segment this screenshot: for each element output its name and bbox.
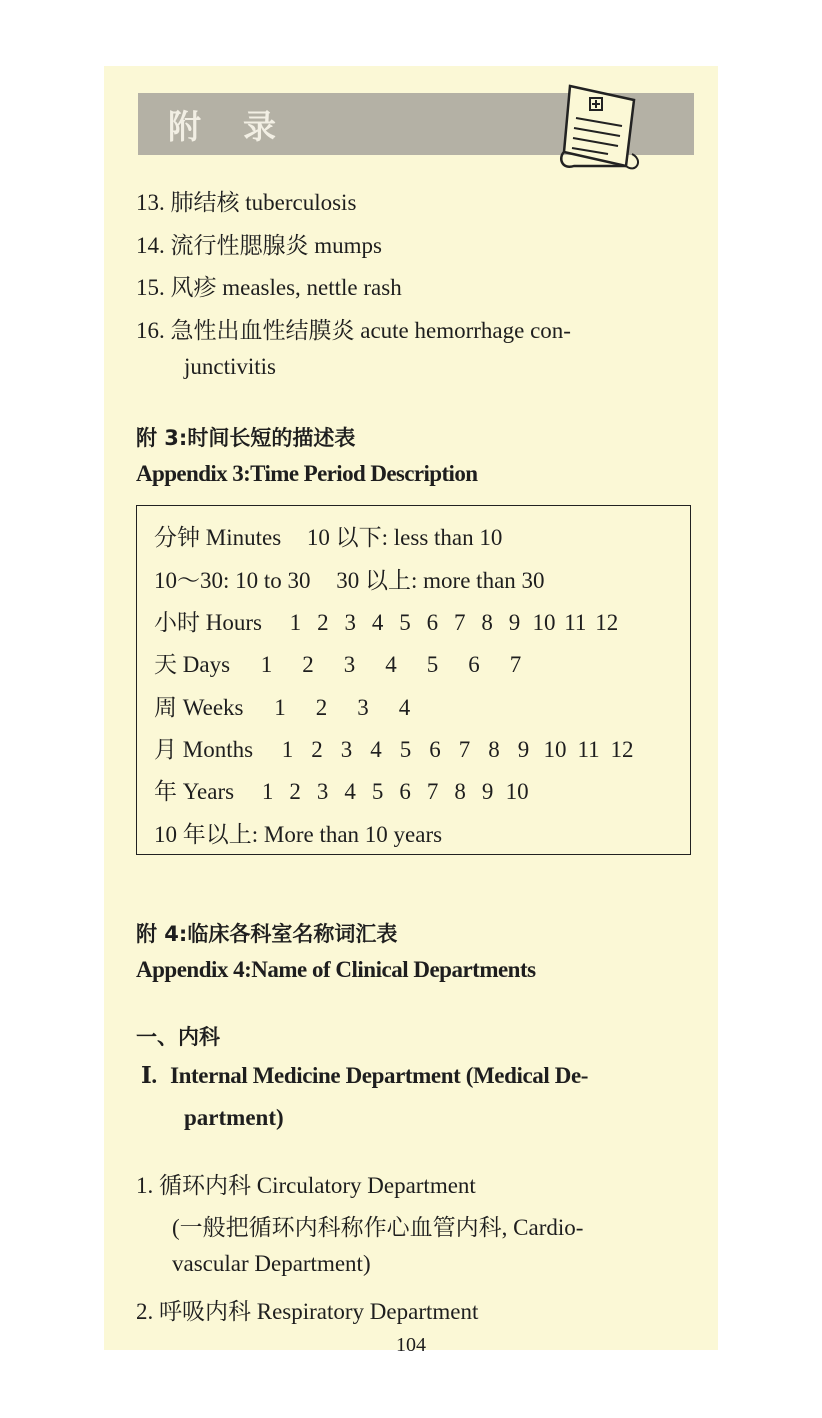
hours-values [282,610,623,635]
table-row-years-more: 10 年以上: More than 10 years [154,822,443,847]
table-row-days: 天 Days 1 2 3 4 5 6 7 [154,646,536,679]
appendix4-title-cn: 附 4:临床各科室名称词汇表 [136,922,398,946]
weeks-value: 4 [398,695,411,720]
years-value: 6 [399,779,411,804]
years-value: 10 [505,779,529,804]
years-values [254,779,533,804]
weeks-value: 2 [315,695,328,720]
hours-value: 8 [481,610,493,635]
hours-value: 2 [317,610,329,635]
months-value: 5 [399,737,412,762]
table-row-months: 月 Months 1 2 3 4 5 6 7 8 9 10 11 12 [154,731,639,764]
list-item: 14. 流行性腮腺炎 mumps [136,233,382,258]
months-value: 11 [577,737,600,762]
list-item: 13. 肺结核 tuberculosis [136,190,357,215]
months-value: 1 [281,737,294,762]
days-value: 5 [426,652,439,677]
list-item: 16. 急性出血性结膜炎 acute hemorrhage con- [136,318,571,343]
days-value: 1 [260,652,273,677]
days-value: 7 [509,652,522,677]
months-value: 2 [311,737,323,762]
days-value: 3 [343,652,356,677]
table-row-years: 年 Years 1 2 3 4 5 6 7 8 9 10 [154,773,533,806]
appendix3-title-en: Appendix 3:Time Period Description [136,461,478,486]
months-value: 7 [458,737,471,762]
months-value: 3 [340,737,353,762]
section-heading-en-cont: partment) [184,1105,284,1130]
hours-value: 5 [399,610,411,635]
list-item-note: (一般把循环内科称作心血管内科, Cardio- [172,1215,584,1240]
table-row-weeks: 周 Weeks 1 2 3 4 [154,689,425,722]
months-value: 6 [429,737,441,762]
years-value: 3 [316,779,329,804]
years-value: 7 [426,779,439,804]
hours-value: 3 [344,610,356,635]
list-item: 2. 呼吸内科 Respiratory Department [136,1299,479,1324]
years-value: 9 [481,779,494,804]
hours-value: 12 [595,610,619,635]
weeks-values [259,695,425,720]
list-item: 1. 循环内科 Circulatory Department [136,1173,476,1198]
months-value: 10 [543,737,567,762]
months-value: 12 [610,737,634,762]
header-title: 附录 [168,107,318,146]
table-row-minutes: 分钟 Minutes 10 以下: less than 10 [154,525,503,550]
page-number: 104 [396,1334,426,1356]
weeks-value: 3 [357,695,369,720]
years-value: 8 [454,779,466,804]
hours-value: 10 [532,610,556,635]
years-value: 4 [344,779,356,804]
days-value: 4 [385,652,397,677]
appendix4-title-en: Appendix 4:Name of Clinical Departments [136,957,536,982]
table-row-hours: 小时 Hours 1 2 3 4 5 6 7 8 9 10 11 12 [154,604,622,637]
days-value: 2 [302,652,314,677]
appendix3-title-cn: 附 3:时间长短的描述表 [136,426,356,450]
hours-value: 4 [371,610,384,635]
table-row-minutes-range: 10～30: 10 to 30 30 以上: more than 30 [154,568,545,593]
medical-scroll-icon [556,78,646,176]
years-value: 1 [261,779,274,804]
list-item-continuation: junctivitis [184,354,276,379]
days-value: 6 [468,652,480,677]
months-value: 4 [370,737,382,762]
section-heading-en: Ⅰ. Internal Medicine Department (Medical De- [141,1063,589,1088]
weeks-value: 1 [274,695,286,720]
list-item-note: vascular Department) [172,1251,371,1276]
list-item: 15. 风疹 measles, nettle rash [136,275,402,300]
section-heading-cn: 一、内科 [136,1025,220,1049]
hours-value: 6 [426,610,439,635]
days-values [246,652,537,677]
hours-value: 1 [289,610,302,635]
years-value: 2 [289,779,301,804]
months-values [273,737,639,762]
months-value: 9 [517,737,530,762]
hours-value: 9 [508,610,521,635]
hours-value: 11 [564,610,587,635]
years-value: 5 [371,779,384,804]
hours-value: 7 [454,610,466,635]
months-value: 8 [488,737,500,762]
